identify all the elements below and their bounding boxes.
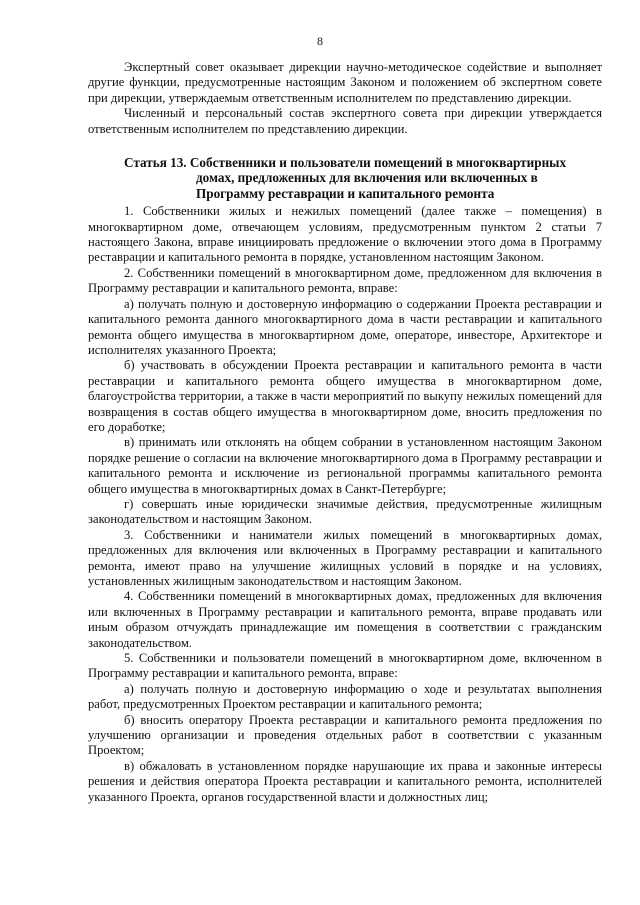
paragraph: в) обжаловать в установленном порядке нарушающие их права и законные интересы решения и действия оператора Проекта реставрации и капитального ремонта, исполнителей указанного Проекта, органов государственной власти и должностных лиц;: [88, 758, 602, 804]
article-heading: Статья 13. Собственники и пользователи помещений в многоквартирных домах, предложенных для включения или включенных в Программу реставрации и капитального ремонта: [124, 155, 567, 201]
paragraph: 4. Собственники помещений в многоквартирных домах, предложенных для включения или включенных в Программу реставрации и капитального ремонта, вправе продавать или иным образом отчуждать принадлежащие им помещения в соответствии с гражданским законодательством.: [88, 589, 602, 650]
paragraph: в) принимать или отклонять на общем собрании в установленном настоящим Законом порядке решение о согласии на включение многоквартирного дома в Программу реставрации и капитального ремонта и исключение из региональной программы капитального ремонта общего имущества в многоквартирных домах в Санкт-Петербурге;: [88, 435, 602, 496]
paragraph: 1. Собственники жилых и нежилых помещений (далее также – помещения) в многоквартирном доме, отвечающем условиям, предусмотренным пунктом 2 статьи 7 настоящего Закона, вправе инициировать предложение о включении этого дома в Программу реставрации и капитального ремонта в порядке, установленном настоящим Законом.: [88, 204, 602, 265]
paragraph: Численный и персональный состав экспертного совета при дирекции утверждается ответственным исполнителем по представлению дирекции.: [88, 106, 602, 136]
paragraph: б) вносить оператору Проекта реставрации и капитального ремонта предложения по улучшению организации и проведения отдельных работ в соответствии с указанным Проектом;: [88, 712, 602, 758]
paragraph: 3. Собственники и наниматели жилых помещений в многоквартирных домах, предложенных для включения или включенных в Программу реставрации и капитального ремонта, имеют право на улучшение жилищных условий в порядке и на условиях, установленных жилищным законодательством и настоящим Законом.: [88, 527, 602, 588]
paragraph: г) совершать иные юридически значимые действия, предусмотренные жилищным законодательством и настоящим Законом.: [88, 496, 602, 527]
document-body: [88, 60, 602, 805]
paragraph: а) получать полную и достоверную информацию о содержании Проекта реставрации и капитального ремонта данного многоквартирного дома в части реставрации и капитального ремонта общего имущества в многоквартирном доме, операторе, инвесторе, Архитекторе и исполнителях указанного Проекта;: [88, 296, 602, 357]
paragraph: б) участвовать в обсуждении Проекта реставрации и капитального ремонта в части реставрации и капитального ремонта общего имущества в многоквартирном доме, благоустройства территории, а также в части мероприятий по выкупу нежилых помещений для возвращения в состав общего имущества в многоквартирном доме, вносить предложения по его доработке;: [88, 358, 602, 434]
paragraph: а) получать полную и достоверную информацию о ходе и результатах выполнения работ, предусмотренных Проектом реставрации и капитального ремонта;: [88, 681, 602, 712]
page-number: 8: [317, 34, 323, 48]
paragraph: 5. Собственники и пользователи помещений в многоквартирном доме, включенном в Программу реставрации и капитального ремонта, вправе:: [88, 651, 602, 681]
paragraph: Экспертный совет оказывает дирекции научно-методическое содействие и выполняет другие функции, предусмотренные настоящим Законом и положением об экспертном совете при дирекции, утверждаемым ответственным исполнителем по представлению дирекции.: [88, 60, 602, 105]
paragraph: 2. Собственники помещений в многоквартирном доме, предложенном для включения в Программу реставрации и капитального ремонта, вправе:: [88, 265, 602, 296]
